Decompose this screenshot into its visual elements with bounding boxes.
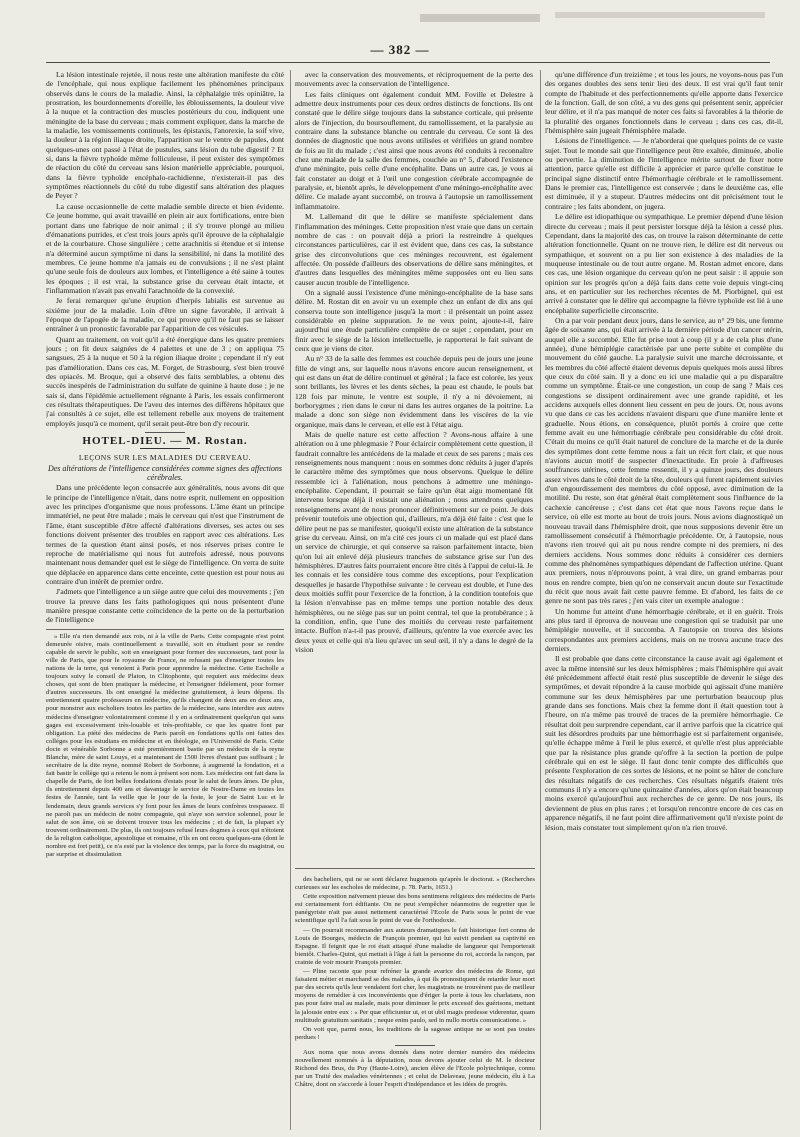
footnote-rule <box>295 868 535 869</box>
header-rule <box>46 62 770 63</box>
lecture-subtitle: Des altérations de l'intelligence considérées comme signes des affections cérébrales. <box>47 463 283 483</box>
paragraph: Quant au traitement, on voit qu'il a été énergique dans les quatre premiers jours ; on fit deux saignées de 4 palettes et une de 3 ; on appliqua 75 sangsues, 25 à la nuque et 50 à la région iliaque droite ; cependant il n'y eut pas d'amélioration. Dans ces cas, M. Forget, de Strasbourg, s'est bien trouvé des opiacés. M. Broque, qui a observé des faits semblables, a obtenu des succès inespérés de l'administration du sulfate de quinine à haute dose ; je ne sais si, dans l'épidémie actuellement régnante à Paris, les essais confirmeront ces résultats thérapeutiques. De l'aveu des internes des différens hôpitaux que j'ai consultés à ce sujet, elle est tellement rebelle aux moyens de traitement employés jusqu'à ce moment, qu'il serait peut-être bon d'y recourir. <box>46 334 284 428</box>
paragraph: Au n° 33 de la salle des femmes est couchée depuis peu de jours une jeune fille de vingt ans, sur laquelle nous n'avons encore aucun renseignement, et qui est dans un état de délire continuel et général ; la face est colorée, les yeux sont brillants, les lèvres et les dents sèches, la peau est chaude, le pouls bat 128 fois par minute, le ventre est souple, il n'y a ni dévoiement, ni borborygmes ; rien dans le cœur ni dans les autres organes de la poitrine. La malade a donc son siège non évidemment dans les viscères de la vie organique, mais dans le cerveau, et elle est à l'état aigu. <box>295 354 533 429</box>
section-separator <box>395 1045 435 1046</box>
footnote: On voit que, parmi nous, les traditions de la sagesse antique ne se sont pas toutes perdues ! <box>295 1025 535 1041</box>
news-item: Aux noms que nous avons donnés dans notre dernier numéro des médecins nouvellement nommés à la députation, nous devons ajouter celui de M. le docteur Richond des Brus, du Puy (Haute-Loire), ancien élève de l'Ecole polytechnique, connu par un Traité des maladies vénériennes ; et celui de Delaveau, jeune médecin, élu à La Châtre, dont on s'accorde à louer l'esprit d'indépendance et les idées de progrès. <box>295 1048 535 1089</box>
paragraph: On a signalé aussi l'existence d'une méningo-encéphalite de la base sans délire. M. Rostan dit en avoir vu un exemple chez un enfant de dix ans qui conserva toute son intelligence jusqu'à la mort : il présentait un point assez considérable en pleine suppuration. Je ne veux point, ajoute-t-il, faire aujourd'hui une étude particulière complète de ce sujet ; cependant, pour en finir avec le siège de la lésion intellectuelle, je rapporterai le fait suivant de ceux que je viens de citer. <box>295 287 533 353</box>
section-separator <box>145 432 185 433</box>
column-left <box>46 70 284 1130</box>
paragraph: Il est probable que dans cette circonstance la cause avait agi également et avec la même intensité sur les deux hémisphères ; mais l'hémisphère qui avait été précédemment affecté était resté plus susceptible de devenir le siège des symptômes, et devait répondre à la cause morbide qui agissait d'une manière commune sur les deux hémisphères par une perturbation beaucoup plus grande dans ses fonctions. Mais chez la femme dont il était question tout à l'heure, on n'a même pas trouvé de traces de la première hémorrhagie. Ce résultat doit peu surprendre cependant, car il arrive parfois que la cicatrice qui suit les désordres produits par une hémorrhagie est si parfaitement organisée, qu'elle échappe même à l'œil le plus exercé, et qu'elle n'est plus appréciable que par la résistance plus grande qu'offre à la section la portion de pulpe cérébrale qui en est le siège. Il faut donc tenir compte des difficultés que présente l'exploration de ces sortes de lésions, et ne point se hâter de conclure des résultats négatifs de ces recherches. Ces résultats négatifs étaient très communs il n'y a encore qu'une quinzaine d'années, alors qu'on était beaucoup moins exercé qu'aujourd'hui aux recherches de ce genre. De nos jours, ils deviennent de plus en plus rares ; et lorsqu'on rencontre encore de ces cas en apparence négatifs, il ne faut point dire affirmativement qu'il n'existe point de lésion, mais constater tout simplement qu'on n'a rien trouvé. <box>545 654 783 832</box>
page-number: — 382 — <box>370 42 430 57</box>
paragraph: Les faits cliniques ont également conduit MM. Foville et Delestre à admettre deux instruments pour ces deux ordres distincts de fonctions. Ils ont constaté que le délire siège toujours dans la substance corticale, qui présente alors de l'injection, du boursouflement, du ramollissement, et la paralysie au contraire dans la substance blanche ou centrale du cerveau. Ce sont là des données de diagnostic que nous avons utilisées et vérifiées un grand nombre de fois au lit du malade ; c'est ainsi que nous avons été conduits à reconnaître chez une malade de la salle des femmes, couchée au n° 5, d'abord l'existence d'une méningite, puis celle d'une encéphalite. Dans un autre cas, je vous ai fait constater au doigt et à l'œil une congestion cérébrale accompagnée de paralysie, et, bientôt après, le développement d'une méningo-encéphalite avec délire. Ce malade ayant succombé, on trouva à l'autopsie un ramollissement inflammatoire. <box>295 89 533 211</box>
paragraph: M. Lallemand dit que le délire se manifeste spécialement dans l'inflammation des méninges. Cette proposition n'est vraie que dans un certain nombre de cas : on pouvait déjà a priori la restreindre à quelques circonstances particulières, car il est évident que, dans ces cas, la substance grise des circonvolutions que ces méninges recouvrent, est également affectée. On possède d'ailleurs des observations de délire sans méningites, et d'autres dans lesquelles des méningites même supposées ont eu lieu sans causer aucun trouble de l'intelligence. <box>295 212 533 287</box>
paragraph: La cause occasionnelle de cette maladie semble directe et bien évidente. Ce jeune homme, qui avait travaillé en plein air aux fortifications, entre bien portant dans une fabrique de noir animal ; il s'y trouve plongé au milieu d'émanations putrides, et c'est trois jours après qu'il éprouve de la céphalalgie et de la courbature. Chose singulière ; cette arachnitis si étendue et si intense n'a déterminé aucun symptôme ni dans la sensibilité, ni dans la motilité des membres. Ce jeune homme n'a jamais eu de convulsions ; il ne s'est plaint qu'une seule fois de douleurs aux lombes, et l'intelligence a été saine à toutes les époques ; il est vrai, la substance grise du cerveau était intacte, et l'inflammation n'avait pas envahi l'arachnoïde de la convexité. <box>46 201 284 295</box>
paragraph: Lésions de l'intelligence. — Je n'aborderai que quelques points de ce vaste sujet. Tout le monde sait que l'intelligence peut être exaltée, diminuée, abolie ou pervertie. La diminution de l'intelligence mérite surtout de fixer notre attention, parce qu'elle est difficile à apprécier et parce qu'elle constitue le principal signe distinctif entre l'hémorrhagie cérébrale et le ramollissement. Dans le premier cas, l'intelligence est conservée ; dans le deuxième cas, elle est diminuée, il y a stupeur. D'autres médecins ont dit précisément tout le contraire ; les faits abondent, on jugera. <box>545 136 783 211</box>
column-divider <box>540 70 541 1130</box>
column-right <box>545 70 783 1130</box>
footnote: » Elle n'a rien demandé aux rois, ni à la ville de Paris. Cette compagnie n'est point demeurée oisive, mais continuellement a travaillé, soit en étudiant pour se rendre capable de servir le public, soit en enseignant pour former des successeurs, tant pour la ville de Paris, que pour le royaume de France, ne refusant pas d'enseigner toutes les nations de la terre, qui venoient à Paris pour apprendre la médecine. Cette Escholle a toujours suivy le conseil de Platon, in Clitophonte, qui requiert aux médecins deux choses, qui sont de bien pratiquer la médecine, et l'enseigner fidèlement, pour former d'autres successeurs. Ils ont enseigné la médecine gratuitement, à leurs dépens. Ils entretiennent quatre professeurs en médecine, qu'ils changent de deux ans en deux ans, pour monstrer aux escholiers toutes les parties de la médecine, sans interdire aux autres médecins d'enseigner volontairement comme il y en a ordinairement quelqu'un qui sans gages est excessivement très-louable et très-profitable, ce que les quatre font par obligation. La piété des médecins de Paris paroît en fondations qu'ils ont faites des colléges pour les estudians en médecine et en théologie, en l'Université de Paris. Cette docte et vénérable Sorbonne a esté premièrement bastie par un médecin de la reyne Blanche, mère de saint Louys, et a maintenant de 1500 livres d'estant pas suffisant ; le secrétaire de la dite reyne, nommé Robert de Sorbonne, à augmenté la fondation, et a fait bastir le collège qui a retenu le nom à présent son nom. Les médecins ont fait dans la chapelle de Paris, de fort belles fondations d'estats pour le salut de leurs âmes. De plus, ils entretiennent depuis 400 ans et davantage le service de Nostre-Dame en toutes les festes de l'année, tant la veille que le jour de la feste, le jour de Saint Luc et le lendemain, deux grands services s'y font pour les âmes de leurs confrères trespassez. Il ne paroît pas un médecin de notre compagnie, qui n'aye son service solennel, pour le salut de son âme, où se doivent trouver tous les médecins ; et de fait, la plupart s'y trouvent ordinairement. De plus, ils ont toujours refusé leurs dogmes à ceux qui n'étoient de la religion catholique, apostolique et romaine, n'ils en ont receu quelques-uns (dont le nombre est fort petit), ce n'a esté par la violence des temps, par la force du magistrat, ou par surprise et dissimulation <box>46 632 284 859</box>
masthead-decoration <box>0 10 800 40</box>
footnote: des bacheliers, qui ne se sont déclarez huguenots qu'après le doctorat. » (Recherches curieuses sur les escholes de médecine, p. 78. Paris, 1651.) <box>295 876 535 892</box>
column-middle <box>295 70 533 866</box>
footnote: — On pourrait recommander aux auteurs dramatiques le fait historique fort connu de Louis de Bourges, médecin de François premier, qui lui suivit pendant sa captivité en Espagne. Il feignit que le roi était attaqué d'une maladie de langueur qui l'emporterait bientôt. Charles-Quint, qui mettait à l'âge à fait la personne du roi, accorda la rançon, par crainte de voir mourir François premier. <box>295 926 535 966</box>
paragraph: La lésion intestinale rejetée, il nous reste une altération manifeste du côté de l'encéphale, qui nous explique facilement les phénomènes principaux observés dans le cours de la maladie. Ainsi, la céphalalgie très opiniâtre, la prostration, les bourdonnements d'oreille, les éblouissements, la douleur vive à la nuque et la contraction des muscles postérieurs du cou, indiquent une méningite de la base du cerveau ; mais comment expliquer, dans la marche de la maladie, les vomissements continuels, les épistaxis, l'anorexie, la soif vive, la douleur à la région iliaque droite, l'apparition sur le ventre de papules, dont quelques-unes ont passé à l'état de pustules, sans lésion du tube digestif ? Et si, dans la fièvre typhoïde même folliculeuse, il peut exister des symptômes de réaction du côté du cerveau sans lésion matérielle appréciable, pourquoi, dans la fièvre typhoïde encéphalo-rachidienne, n'existerait-il pas des symptômes réactionnels du côté du tube digestif sans altération des plaques de Peyer ? <box>46 70 284 201</box>
paragraph: avec la conservation des mouvements, et réciproquement de la perte des mouvements avec la conservation de l'intelligence. <box>295 70 533 89</box>
title-rule <box>140 448 190 449</box>
paragraph: Je ferai remarquer qu'une éruption d'herpès labialis est survenue au sixième jour de la maladie. Loin d'être un signe favorable, il arrivait à l'époque de l'apogée de la maladie, ce qui prouve qu'il ne faut pas se laisser entraîner à un pronostic favorable par l'apparition de ces vésicules. <box>46 296 284 334</box>
paragraph: qu'une différence d'un treizième ; et tous les jours, ne voyons-nous pas l'un des organes doubles des sens tenir lieu des deux. Il est vrai qu'il faut tenir compte de l'habitude et des perfectionnements qu'elle apporte dans l'exercice de la fonction. Gall, de son côté, a vu des gens qui présentent senir, apprécier leur délire, et il n'a pas manqué de noter ces faits si favorables à la théorie de la pluralité des organes fonctionnels dans le cerveau ; dans ces cas, dit-il, l'hémisphère sain jugeait l'hémisphère malade. <box>545 70 783 136</box>
paragraph: Mais de quelle nature est cette affection ? Avons-nous affaire à une altération ou à une phlegmasie ? Pour éclaircir complètement cette question, il faudrait connaître les antécédens de la malade et ceux de ses parens ; mais ces renseignements nous manquent : nous en sommes donc réduits à juger d'après le caractère même des symptômes que nous observons. Quelque le délire ressemble ici à l'aliénation, nous penchons à admettre une méningo-encéphalite. Cependant, il pourrait se faire qu'un état aigu momentané fût intervenu lorsque déjà il existait une aliénation ; nous attendrons quelques renseignemens avant de nous prononcer définitivement sur ce point. Je dois prévenir toutefois une objection qui, d'ailleurs, m'a déjà été faite : c'est que le délire peut ne pas se manifester, quoiqu'il existe une altération de la substance grise du cerveau. Ainsi, on m'a cité ces jours ci un malade qui est placé dans un service de chirurgie, et qui conserve sa raison parfaitement intacte, bien qu'on lui ait enlevé déjà plusieurs tranches de substance grise sur l'un des hémisphères. D'autres faits pourraient encore être cités à l'appui de celui-là. Je les connais et les considère tous comme des exceptions, pour l'explication desquelles je hasarde l'hypothèse suivante : le cerveau est double, et l'une des deux moitiés suffit pour l'exercice de la fonction, à la condition toutefois que la lésion n'envahisse pas en même temps une portion notable des deux hémisphères, ou ne siège pas sur un point central, tel que la protubérance ; à la condition, enfin, que l'une des moitiés du cerveau reste parfaitement intacte. Buffon n'a-t-il pas prouvé, d'ailleurs, qu'entre la vue exercée avec les deux yeux et celle qui n'a lieu qu'avec un seul œil, il n'y a dans le degré de la vision <box>295 430 533 654</box>
footnote: Cette exposition naïvement pieuse des bons sentimens religieux des médecins de Paris est certainement fort édifiante. On ne peut s'empêcher néanmoins de regretter que le panégyriste n'ait pas aussi nettement caractérisé l'Ecole de Paris sous le point de vue scientifique qu'il l'a fait sous le point de vue de l'orthodoxie. <box>295 893 535 925</box>
footnote: — Pline raconte que pour refréner la grande avarice des médecins de Rome, qui faisaient métier et marchand se des malades, à qui ils pronostiquent de retarder leur mort par des secrets qu'ils leur vendaient fort cher, les magistrats ne trouvèrent pas de meilleur moyens de remédier à ces inconvénients que d'ériger la porte à tous les charlatans, non pas pour faire mal au malade, mais pour diminuer le prix excessif des guérisons, mettant la jalousie entre eux : « Per quæ efficiuntur ut, et ut ubil magis predesse viderentur, quam multitudo gratuitum sanitatis ; neque enim paulo, sed in nullo mortis comunicatione. » <box>295 968 535 1024</box>
lecture-title: LEÇONS SUR LES MALADIES DU CERVEAU. <box>78 453 252 463</box>
paragraph: On a par voir pendant deux jours, dans le service, au n° 29 bis, une femme âgée de soixante ans, qui était arrivée à la dernière période d'un cancer utérin, auquel elle a succombé. Elle fut prise tout à coup (il y a de cela plus d'une année), d'une hémiplégie caractérisée par une perte subite et complète du mouvement du côté gauche. La paralysie suivit une marche décroissante, et les membres du côté affecté étaient devenus depuis quelques mois aussi libres que ceux du côté sain. Il y a donc eu ici une maladie qui a pu disparaître comme un symptôme. Était-ce une congestion, un coup de sang ? Mais ces congestions se dissipent ordinairement avec une grande rapidité, et les accidens auxquels elles donnent lieu cessent en peu de jours. Or, nous avons vu que dans ce cas les accidens n'avaient disparu que d'une manière lente et graduelle. Nous étions, en conséquence, plutôt portés à croire que cette femme avait eu une hémorrhagie cérébrale peu considérable du côté droit. C'était du moins ce qu'il était naturel de conclure de la marche et de la durée des symptômes dont cette femme nous a fait un récit fort clair, et que nous n'avions aucun motif de suspecter d'inexactitude. En proie à d'affreuses souffrances utérines, cette femme ressentit, il y a quinze jours, des douleurs assez vives dans le côté droit de la tête, douleurs qui furent rapidement suivies d'un engourdissement des membres du côté opposé, avec diminution de la motilité. Du reste, son état général était complètement sous l'influence de la cachexie cancéreuse ; c'est dans cet état que nous l'avons reçue dans le service, où elle est morte au bout de trois jours. Nous avions diagnostiqué un nouveau travail dans l'hémisphère droit, que nous supposions devenir être un ramollissement consécutif à l'hémorrhagie précédente. Or, à l'autopsie, nous n'avons rien trouvé qui ait pu nous rendre compte ni des premiers, ni des derniers accidens. Nous sommes donc réduits à considérer ces derniers comme des phénomènes sympathiques dépendant de l'affection utérine. Quant aux premiers, nous n'éprouvons point, à vrai dire, un grand embarras pour nous en rendre compte, bien qu'on ne conservait aucun doute sur l'exactitude du récit que nous avait fait cette pauvre femme. Et d'abord, les faits de ce genre ne sont pas très rares ; j'en vais citer un exemple analogue : <box>545 315 783 606</box>
footnote-block <box>46 633 284 860</box>
paragraph: Un homme fut atteint d'une hémorrhagie cérébrale, et il en guérit. Trois ans plus tard il éprouva de nouveau une congestion qui se traduisit par une hémiplégie nouvelle, et il succomba. A l'autopsie on trouva des lésions correspondantes aux premiers accidens, mais on ne trouva aucune trace des derniers. <box>545 606 783 653</box>
paragraph: Dans une précédente leçon consacrée aux généralités, nous avons dit que le principe de l'intelligence n'était, dans notre esprit, nullement en opposition avec les principes d'organisme que nous professons. L'âme étant un principe immatériel, ne peut être malade ; mais le cerveau qui n'est que l'instrument de l'âme, étant susceptible d'être affecté d'altérations diverses, ses actes ou ses fonctions doivent présenter des troubles en rapport avec ces altérations. Les termes de la question étant ainsi posés, et nos réserves prises contre le reproche de matérialisme qui nous fut autrefois adressé, nous pouvons maintenant nous demander quel est le siège de l'intelligence. On verra de suite que déplacée en apparence dans cette enceinte, cette question est pour nous au contraire d'un intérêt de premier ordre. <box>46 483 284 586</box>
footnote-block <box>295 876 535 1130</box>
column-divider <box>290 70 291 1130</box>
section-title: HOTEL-DIEU. — M. Rostan. <box>82 435 248 448</box>
footnote-rule <box>46 629 284 630</box>
paragraph: J'admets que l'intelligence a un siège autre que celui des mouvements ; j'en trouve la preuve dans les faits pathologiques qui nous présentent d'une manière presque constante cette coïncidence de la perte ou de la perturbation de l'intelligence <box>46 587 284 625</box>
paragraph: Le délire est idiopathique ou sympathique. Le premier dépend d'une lésion directe du cerveau ; mais il peut persister lorsque déjà la lésion a cessé plus. Cependant, dans la majorité des cas, on trouve la raison déterminante de cette altération fonctionnelle. Quant on ne trouve rien, le délire est dit nerveux ou sympathique, et souvent on a pu lier son existence à des maladies de la muqueuse intestinale ou de tout autre organe. M. Rostan admet encore, dans ces cas, une lésion organique du cerveau qu'on ne peut saisir : il appuie son opinion sur les progrès qu'on a déjà faits dans cette voie depuis vingt-cinq ans, et en particulier sur les recherches récentes de M. Piorbignel, qui est arrivé à constater que le délire qui accompagne la fièvre typhoïde est lié à une encéphalite superficielle circonscrite. <box>545 212 783 315</box>
